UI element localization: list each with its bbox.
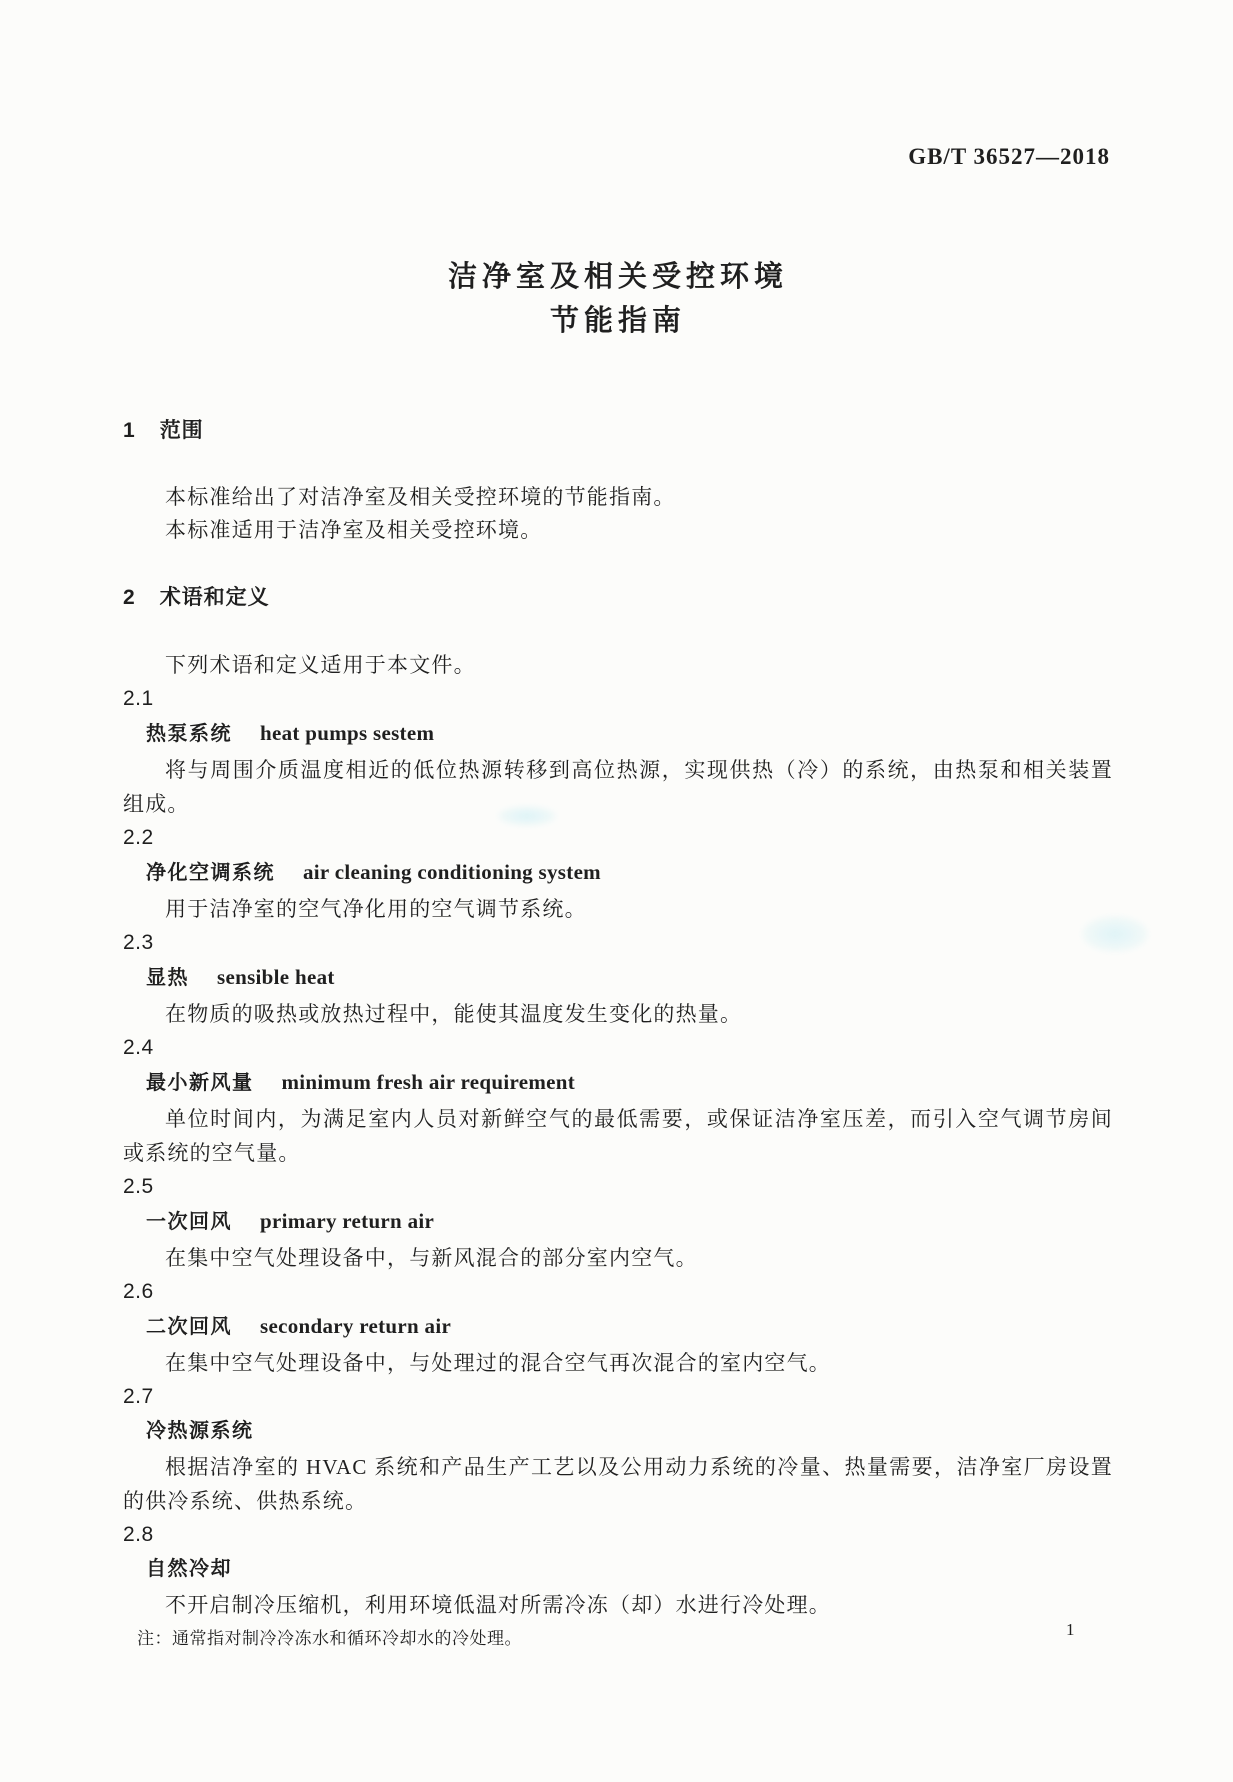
term-name-zh: 冷热源系统 <box>146 1420 254 1442</box>
term-name-en: sensible heat <box>217 965 335 989</box>
term-name-en: secondary return air <box>260 1314 452 1338</box>
term-definition: 单位时间内，为满足室内人员对新鲜空气的最低需要，或保证洁净室压差，而引入空气调节房间或系统的空气量。 <box>123 1107 1113 1165</box>
scope-paragraph: 本标准适用于洁净室及相关受控环境。 <box>165 518 543 542</box>
term-definition: 在物质的吸热或放热过程中，能使其温度发生变化的热量。 <box>165 1002 743 1026</box>
term-number: 2.2 <box>123 826 154 849</box>
section-number: 1 <box>123 419 136 442</box>
section-label: 术语和定义 <box>159 586 270 609</box>
term-heading <box>123 716 1113 753</box>
section-heading-terms <box>123 581 1113 614</box>
term-name-zh: 自然冷却 <box>146 1558 232 1580</box>
term-entry <box>123 1380 1113 1518</box>
terms-intro: 下列术语和定义适用于本文件。 <box>165 653 476 677</box>
term-definition: 将与周围介质温度相近的低位热源转移到高位热源，实现供热（冷）的系统，由热泵和相关装置组成。 <box>123 758 1113 816</box>
document-title <box>123 255 1113 343</box>
term-definition: 在集中空气处理设备中，与新风混合的部分室内空气。 <box>165 1246 698 1270</box>
term-heading <box>123 1065 1113 1102</box>
section-number: 2 <box>123 586 136 609</box>
term-number: 2.8 <box>123 1523 154 1546</box>
standard-code: GB/T 36527—2018 <box>908 144 1110 169</box>
term-entry <box>123 1275 1113 1380</box>
term-name-zh: 显热 <box>146 967 189 989</box>
section-heading-scope <box>123 414 1113 447</box>
term-number: 2.1 <box>123 687 154 710</box>
term-number: 2.3 <box>123 931 154 954</box>
term-name-zh: 最小新风量 <box>146 1072 254 1094</box>
term-heading <box>123 855 1113 892</box>
term-number: 2.5 <box>123 1175 154 1198</box>
term-number: 2.6 <box>123 1280 154 1303</box>
term-definition: 根据洁净室的 HVAC 系统和产品生产工艺以及公用动力系统的冷量、热量需要，洁净室厂房设置的供冷系统、供热系统。 <box>123 1455 1113 1513</box>
term-name-en: air cleaning conditioning system <box>303 860 601 884</box>
term-name-zh: 热泵系统 <box>146 723 232 745</box>
term-entry <box>123 1031 1113 1170</box>
term-entry <box>123 821 1113 926</box>
term-name-zh: 一次回风 <box>146 1211 232 1233</box>
document-title-line2: 节能指南 <box>549 305 686 337</box>
term-number: 2.7 <box>123 1385 154 1408</box>
page-content <box>123 0 1113 1656</box>
terms-list <box>123 682 1113 1656</box>
term-heading <box>123 1552 1113 1588</box>
term-definition: 不开启制冷压缩机，利用环境低温对所需冷冻（却）水进行冷处理。 <box>165 1593 831 1617</box>
term-name-en: primary return air <box>260 1209 435 1233</box>
term-entry <box>123 926 1113 1031</box>
term-definition: 用于洁净室的空气净化用的空气调节系统。 <box>165 897 587 921</box>
term-heading <box>123 1309 1113 1346</box>
term-number: 2.4 <box>123 1036 154 1059</box>
term-name-en: minimum fresh air requirement <box>281 1070 576 1094</box>
term-entry <box>123 682 1113 821</box>
term-name-zh: 二次回风 <box>146 1316 232 1338</box>
section-label: 范围 <box>159 419 204 442</box>
term-entry <box>123 1170 1113 1275</box>
term-note: 注：通常指对制冷冷冻水和循环冷却水的冷处理。 <box>137 1629 522 1648</box>
term-heading <box>123 1414 1113 1450</box>
scope-paragraph: 本标准给出了对洁净室及相关受控环境的节能指南。 <box>165 485 676 509</box>
term-definition: 在集中空气处理设备中，与处理过的混合空气再次混合的室内空气。 <box>165 1351 831 1375</box>
document-title-line1: 洁净室及相关受控环境 <box>447 261 788 293</box>
term-name-zh: 净化空调系统 <box>146 862 275 884</box>
page-number: 1 <box>1066 1620 1075 1639</box>
term-name-en: heat pumps sestem <box>260 721 435 745</box>
term-entry <box>123 1518 1113 1656</box>
term-heading <box>123 960 1113 997</box>
term-heading <box>123 1204 1113 1241</box>
